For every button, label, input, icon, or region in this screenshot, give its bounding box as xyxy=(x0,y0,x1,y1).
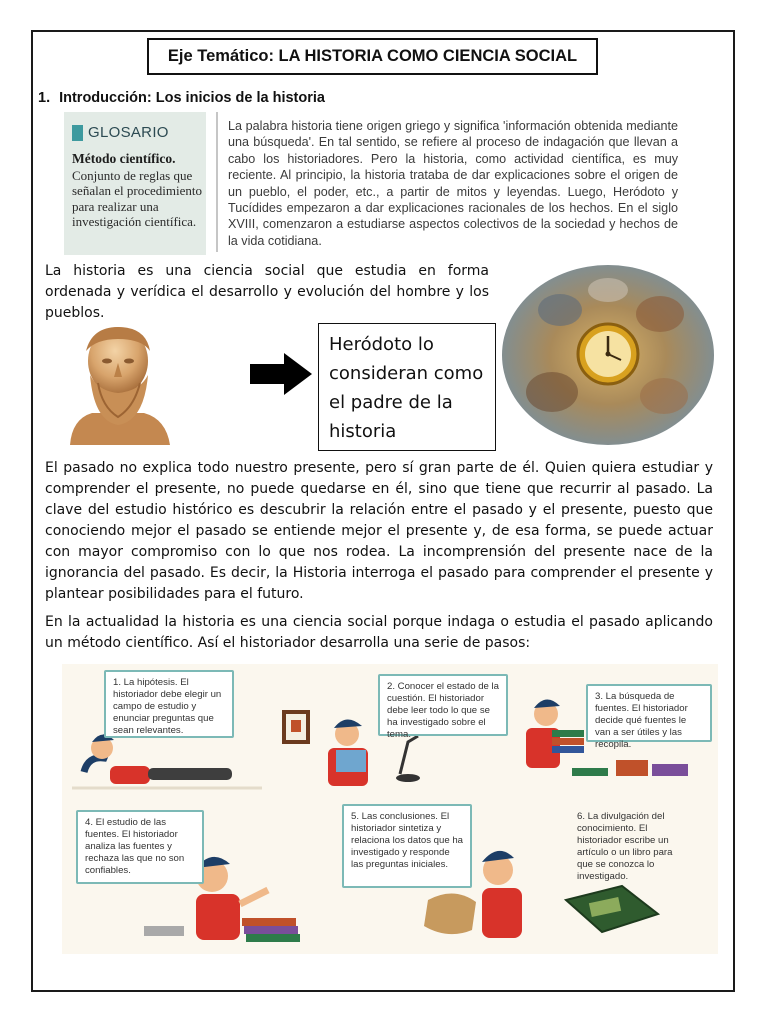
glosario-panel xyxy=(64,112,206,255)
glosario-header xyxy=(72,124,169,141)
step-bubble-5: 5. Las conclusiones. El historiador sintetiza y relaciona los datos que ha investigado y responde las preguntas iniciales. xyxy=(342,804,472,888)
step-bubble-4: 4. El estudio de las fuentes. El historiador analiza las fuentes y rechaza las que no son confiables. xyxy=(76,810,204,884)
right-arrow-icon xyxy=(250,353,312,395)
step-bubble-6: 6. La divulgación del conocimiento. El historiador escribe un artículo o un libro para que se conozca lo investigado. xyxy=(577,811,673,882)
step-bubble-2: 2. Conocer el estado de la cuestión. El historiador debe leer todo lo que se ha investigado sobre el tema. xyxy=(378,674,508,736)
page-title: Eje Temático: LA HISTORIA COMO CIENCIA SOCIAL xyxy=(147,38,598,75)
historian-steps-illustration xyxy=(62,664,718,954)
step1-figure xyxy=(72,734,262,788)
glosario-term: Método científico. xyxy=(72,151,176,166)
paragraph-definition: La historia es una ciencia social que estudia en forma ordenada y verídica el desarrollo y evolución del hombre y los pueblos. xyxy=(45,263,489,321)
herodotus-bust-image xyxy=(62,321,174,445)
paragraph-scientific-method: En la actualidad la historia es una ciencia social porque indaga o estudia el pasado aplicando un método científico. Así el historiador desarrolla una serie de pasos: xyxy=(45,614,713,651)
step-bubble-3: 3. La búsqueda de fuentes. El historiador decide qué fuentes le van a ser útiles y las recopila. xyxy=(586,684,712,742)
section-number: 1. xyxy=(38,90,51,106)
section-heading-text: Introducción: Los inicios de la historia xyxy=(59,90,325,106)
glosario-divider xyxy=(216,112,218,252)
glosario-marker-icon xyxy=(72,125,83,141)
glosario-label: GLOSARIO xyxy=(88,124,169,141)
glosario-definition: Conjunto de reglas que señalan el procedimiento para realizar una investigación científica. xyxy=(72,168,202,230)
herodotus-quote-box: Heródoto lo consideran como el padre de la historia xyxy=(318,323,496,451)
paragraph-past-present: El pasado no explica todo nuestro presente, pero sí gran parte de él. Quien quiera estudiar y comprender el presente, no puede quedarse en él, sino que tiene que recurrir al pasado. La clave del estudio histórico es descubrir la relación entre el pasado y el presente, puesto que conociendo mejor el pasado se entiende mejor el presente y, de esa forma, se puede actuar con mayor compromiso con lo que nos rodea. La incomprensión del presente nace de la ignorancia del pasado. Es decir, la Historia interroga el pasado para comprender el presente y plantear posibilidades para el futuro. xyxy=(45,460,713,602)
step6-book xyxy=(566,886,658,932)
step-bubble-1: 1. La hipótesis. El historiador debe elegir un campo de estudio y enunciar preguntas que sean relevantes. xyxy=(104,670,234,738)
history-clock-collage-image xyxy=(500,262,716,448)
intro-clipping-text: La palabra historia tiene origen griego y significa 'información obtenida mediante una búsqueda'. En tal sentido, se refiere al proceso de indagación que llevan a cabo los historiadores. Pero la historia, como actividad científica, es muy reciente. Al principio, la historia trataba de dar explicaciones sobre el origen de un pueblo, el poder, etc., a partir de mitos y leyendas. Luego, Heródoto y Tucídides empezaron a dar explicaciones racionales de los hechos. En el siglo XVIII, comenzaron a estudiarse aspectos colectivos de la sociedad y hechos de la vida cotidiana. xyxy=(228,119,678,248)
section-heading xyxy=(38,90,325,106)
